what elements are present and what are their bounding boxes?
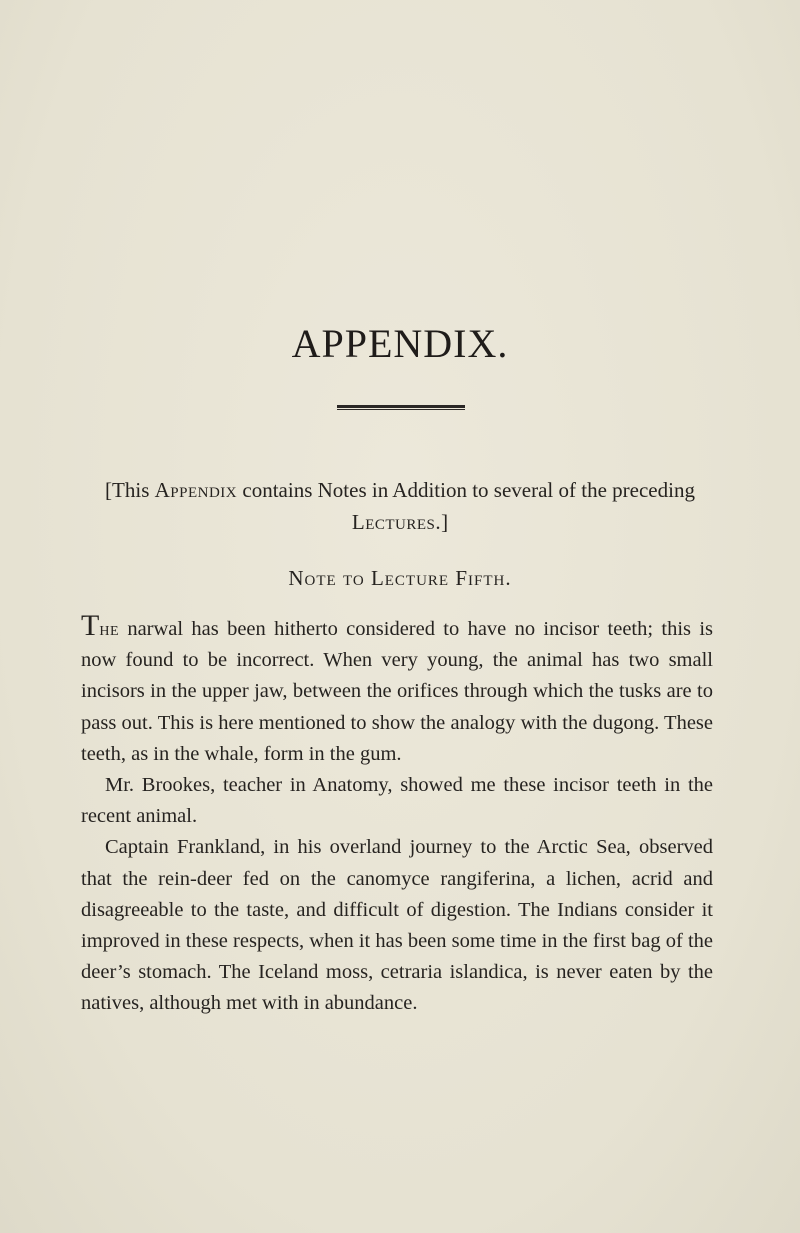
intro-appendix-word: Appendix bbox=[154, 478, 238, 502]
intro-open: [This bbox=[105, 478, 150, 502]
page-title: APPENDIX. bbox=[291, 321, 509, 366]
title-rule bbox=[337, 405, 465, 410]
intro-note bbox=[96, 474, 704, 538]
body-text bbox=[81, 609, 714, 1020]
intro-middle: contains Notes in Addition to several of the preceding bbox=[242, 478, 695, 502]
paragraph-3: Captain Frankland, in his overland journey to the Arctic Sea, observed that the rein-deer fed on the canomyce rangiferina, a lichen, acrid and disagreeable to the taste, and difficult of digestion. The Indians consider it improved in these respects, when it has been some time in the first bag of the deer’s stomach. The Iceland moss, cetraria islandica, is never eaten by the natives, although met with in abundance. bbox=[81, 836, 713, 1015]
paragraph-1-text: narwal has been hitherto considered to have no incisor teeth; this is now found to be incorrect. When very young, the animal has two small incisors in the upper jaw, between the orifices through which the tusks are to pass out. This is here mentioned to show the analogy with the dugong. These teeth, as in the whale, form in the gum. bbox=[81, 618, 714, 765]
paragraph-1-lead: he bbox=[99, 618, 119, 640]
intro-lectures-word: Lectures. bbox=[351, 510, 442, 534]
note-heading: Note to Lecture Fifth. bbox=[288, 566, 512, 590]
drop-cap: T bbox=[81, 609, 100, 642]
intro-close: ] bbox=[441, 510, 449, 534]
paragraph-2: Mr. Brookes, teacher in Anatomy, showed me these incisor teeth in the recent animal. bbox=[81, 774, 713, 828]
paragraph-1 bbox=[81, 609, 714, 770]
